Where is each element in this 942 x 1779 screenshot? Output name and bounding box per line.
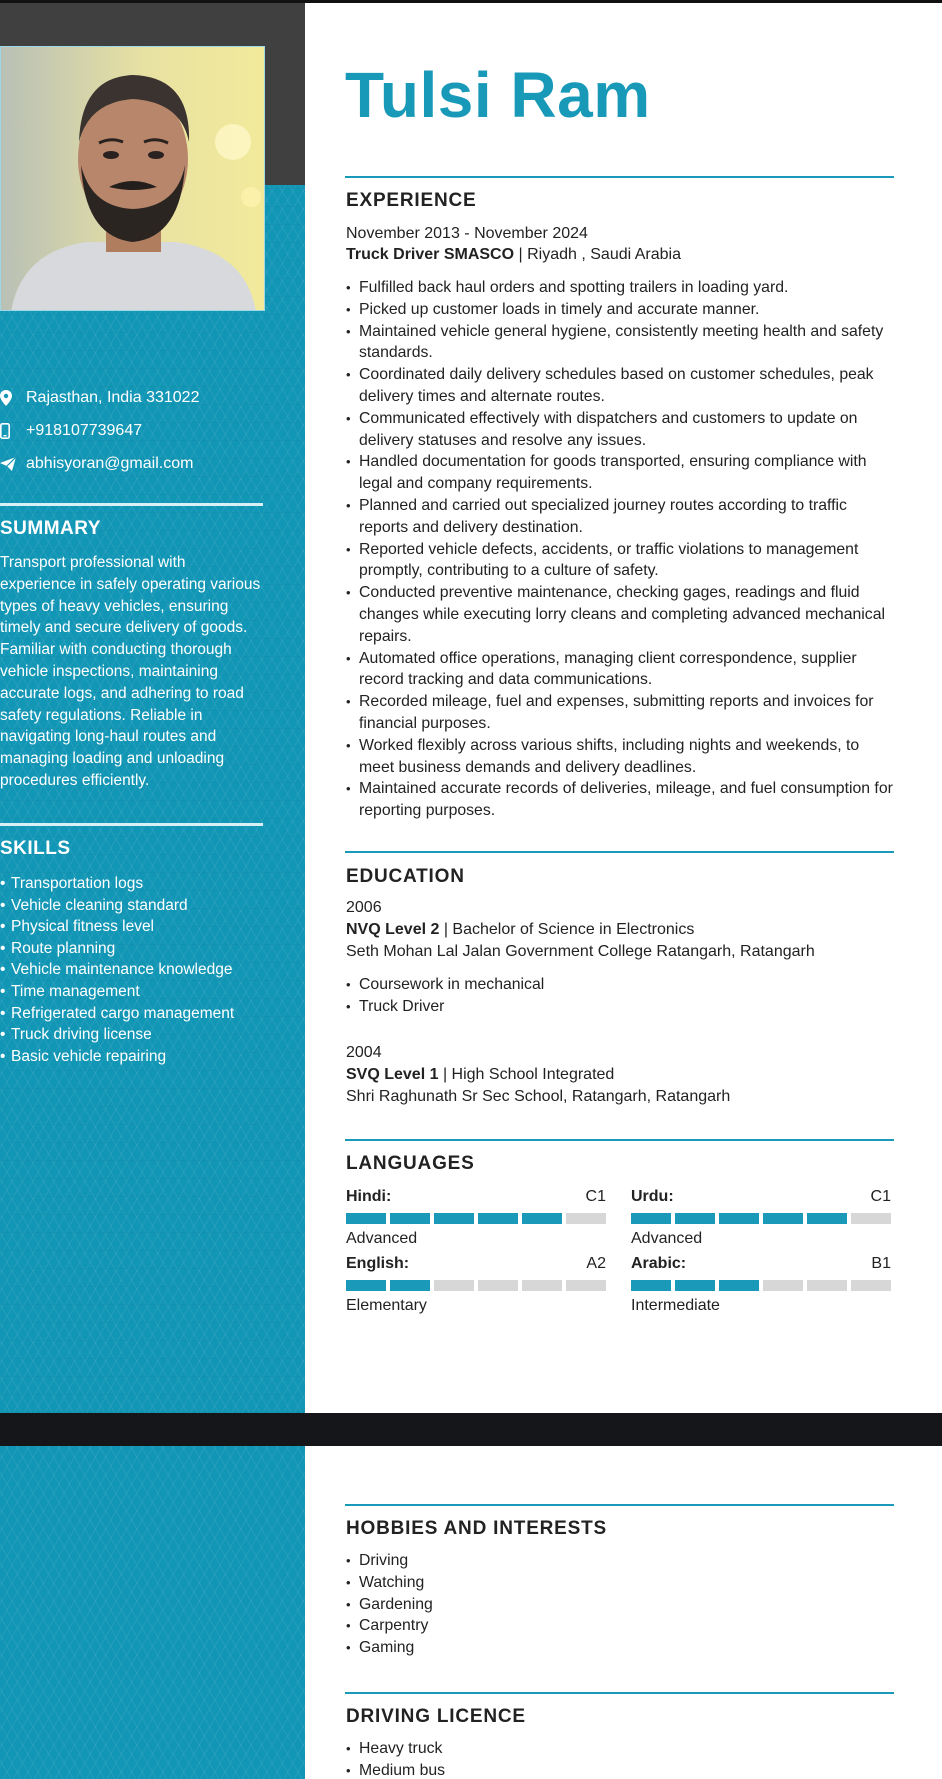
experience-role	[346, 246, 681, 264]
experience-dates: November 2013 - November 2024	[346, 225, 588, 242]
language-code: A2	[586, 1255, 606, 1272]
education-bullet: • Coursework in mechanical	[346, 974, 898, 996]
skills-heading: SKILLS	[0, 838, 71, 859]
section-rule	[345, 1139, 894, 1141]
language-bar-segment-filled	[434, 1213, 474, 1224]
experience-bullet: • Coordinated daily delivery schedules based on customer schedules, peak delivery times and alternate routes.	[346, 364, 898, 408]
licence-item: • Medium bus	[346, 1760, 898, 1779]
job-location: | Riyadh , Saudi Arabia	[514, 246, 681, 263]
language-bar-segment-filled	[763, 1213, 803, 1224]
language-arabic	[631, 1255, 891, 1315]
language-bar-segment-filled	[719, 1213, 759, 1224]
contact-phone	[0, 414, 290, 447]
section-rule	[345, 1504, 894, 1506]
language-bar-segment-empty	[522, 1280, 562, 1291]
skill-item: • Vehicle cleaning standard	[0, 895, 280, 917]
experience-bullet: • Automated office operations, managing client correspondence, supplier record tracking and data communications.	[346, 648, 898, 692]
language-bar	[346, 1213, 606, 1224]
language-bar-segment-empty	[478, 1280, 518, 1291]
driving-licence-heading: DRIVING LICENCE	[346, 1706, 526, 1727]
language-name: Urdu:	[631, 1188, 674, 1205]
phone-text[interactable]: +918107739647	[26, 421, 143, 439]
language-bar-segment-empty	[566, 1280, 606, 1291]
language-bar-segment-filled	[631, 1280, 671, 1291]
skills-list	[0, 873, 280, 1067]
experience-bullet: • Recorded mileage, fuel and expenses, submitting reports and invoices for financial purposes.	[346, 691, 898, 735]
degree-field: | Bachelor of Science in Electronics	[439, 921, 695, 938]
contact-email	[0, 447, 290, 480]
hobby-item: • Carpentry	[346, 1615, 898, 1637]
language-bar-segment-filled	[719, 1280, 759, 1291]
skill-item: • Refrigerated cargo management	[0, 1003, 280, 1025]
profile-photo	[0, 46, 265, 311]
hobbies-heading: HOBBIES AND INTERESTS	[346, 1518, 608, 1539]
skill-item: • Truck driving license	[0, 1024, 280, 1046]
experience-bullet: • Conducted preventive maintenance, checking gages, readings and fluid changes while executing lorry cleans and completing advanced mechanical repairs.	[346, 582, 898, 647]
experience-heading: EXPERIENCE	[346, 190, 477, 211]
language-bar-segment-filled	[478, 1213, 518, 1224]
send-icon	[0, 457, 26, 471]
section-rule	[345, 851, 894, 853]
hobby-item: • Gaming	[346, 1637, 898, 1659]
language-bar-segment-filled	[675, 1280, 715, 1291]
hobby-item: • Gardening	[346, 1594, 898, 1616]
language-bar-segment-filled	[675, 1213, 715, 1224]
page-break	[0, 1413, 942, 1446]
language-bar-segment-filled	[390, 1213, 430, 1224]
language-bar-segment-empty	[807, 1280, 847, 1291]
summary-text: Transport professional with experience in safely operating various types of heavy vehicles, ensuring timely and secure delivery of goods. Familiar with conducting thorough vehicle inspections, maintaining accurate logs, and adhering to road safety regulations. Reliable in navigating long-haul routes and managing loading and unloading procedures efficiently.	[0, 554, 261, 789]
phone-icon	[0, 423, 26, 439]
education-degree	[346, 921, 694, 939]
language-bar	[631, 1213, 891, 1224]
experience-bullet: • Fulfilled back haul orders and spotting trailers in loading yard.	[346, 277, 898, 299]
licence-item: • Heavy truck	[346, 1738, 898, 1760]
language-bar-segment-filled	[522, 1213, 562, 1224]
language-code: C1	[585, 1188, 606, 1205]
degree-field: | High School Integrated	[438, 1066, 615, 1083]
education-school: Seth Mohan Lal Jalan Government College Ratangarh, Ratangarh	[346, 943, 815, 960]
language-bar	[631, 1280, 891, 1291]
sidebar-divider	[0, 823, 263, 826]
language-level: Advanced	[346, 1230, 418, 1247]
education-degree	[346, 1066, 614, 1084]
language-name: English:	[346, 1255, 410, 1272]
experience-bullet: • Handled documentation for goods transported, ensuring compliance with legal and company requirements.	[346, 451, 898, 495]
language-name: Hindi:	[346, 1188, 392, 1205]
contact-info	[0, 381, 290, 480]
language-hindi	[346, 1188, 606, 1248]
sidebar-divider	[0, 503, 263, 506]
education-heading: EDUCATION	[346, 866, 465, 887]
section-rule	[345, 176, 894, 178]
education-year: 2006	[346, 899, 382, 916]
language-english	[346, 1255, 606, 1315]
candidate-name: Tulsi Ram	[345, 59, 651, 131]
experience-bullet: • Maintained accurate records of deliveries, mileage, and fuel consumption for reporting purposes.	[346, 778, 898, 822]
education-bullet: • Truck Driver	[346, 996, 898, 1018]
language-bar-segment-empty	[851, 1213, 891, 1224]
skill-item: • Basic vehicle repairing	[0, 1046, 280, 1068]
education-bullets	[346, 974, 898, 1018]
language-bar-segment-empty	[763, 1280, 803, 1291]
language-level: Elementary	[346, 1297, 427, 1314]
hobby-item: • Driving	[346, 1550, 898, 1572]
location-pin-icon	[0, 390, 26, 406]
hobby-item: • Watching	[346, 1572, 898, 1594]
experience-bullet: • Picked up customer loads in timely and accurate manner.	[346, 299, 898, 321]
language-name: Arabic:	[631, 1255, 687, 1272]
language-bar-segment-empty	[566, 1213, 606, 1224]
experience-bullet: • Planned and carried out specialized journey routes according to traffic reports and delivery destination.	[346, 495, 898, 539]
degree-level: SVQ Level 1	[346, 1066, 439, 1083]
job-title: Truck Driver SMASCO	[346, 246, 515, 263]
skill-item: • Physical fitness level	[0, 916, 280, 938]
language-bar	[346, 1280, 606, 1291]
language-urdu	[631, 1188, 891, 1248]
language-bar-segment-filled	[390, 1280, 430, 1291]
languages-heading: LANGUAGES	[346, 1153, 475, 1174]
education-school: Shri Raghunath Sr Sec School, Ratangarh, Ratangarh	[346, 1088, 731, 1105]
skill-item: • Route planning	[0, 938, 280, 960]
driving-licence-list	[346, 1738, 898, 1779]
skill-item: • Vehicle maintenance knowledge	[0, 959, 280, 981]
language-bar-segment-filled	[346, 1280, 386, 1291]
language-bar-segment-empty	[851, 1280, 891, 1291]
experience-bullet: • Reported vehicle defects, accidents, or traffic violations to management promptly, contributing to a culture of safety.	[346, 539, 898, 583]
experience-bullet: • Communicated effectively with dispatchers and customers to update on delivery statuses and resolve any issues.	[346, 408, 898, 452]
language-level: Intermediate	[631, 1297, 720, 1314]
language-bar-segment-filled	[807, 1213, 847, 1224]
language-bar-segment-empty	[434, 1280, 474, 1291]
language-bar-segment-filled	[631, 1213, 671, 1224]
sidebar-page-2	[0, 1446, 305, 1779]
section-rule	[345, 1692, 894, 1694]
experience-bullets	[346, 277, 898, 822]
experience-bullet: • Worked flexibly across various shifts, including nights and weekends, to meet business demands and delivery deadlines.	[346, 735, 898, 779]
experience-bullet: • Maintained vehicle general hygiene, consistently meeting health and safety standards.	[346, 321, 898, 365]
contact-location	[0, 381, 290, 414]
education-year: 2004	[346, 1044, 382, 1061]
email-text[interactable]: abhisyoran@gmail.com	[26, 454, 194, 472]
hobbies-list	[346, 1550, 898, 1659]
summary-heading: SUMMARY	[0, 518, 101, 539]
language-bar-segment-filled	[346, 1213, 386, 1224]
degree-level: NVQ Level 2	[346, 921, 440, 938]
skill-item: • Time management	[0, 981, 280, 1003]
language-code: C1	[870, 1188, 891, 1205]
language-code: B1	[871, 1255, 891, 1272]
language-level: Advanced	[631, 1230, 703, 1247]
skill-item: • Transportation logs	[0, 873, 280, 895]
location-text: Rajasthan, India 331022	[26, 388, 200, 406]
